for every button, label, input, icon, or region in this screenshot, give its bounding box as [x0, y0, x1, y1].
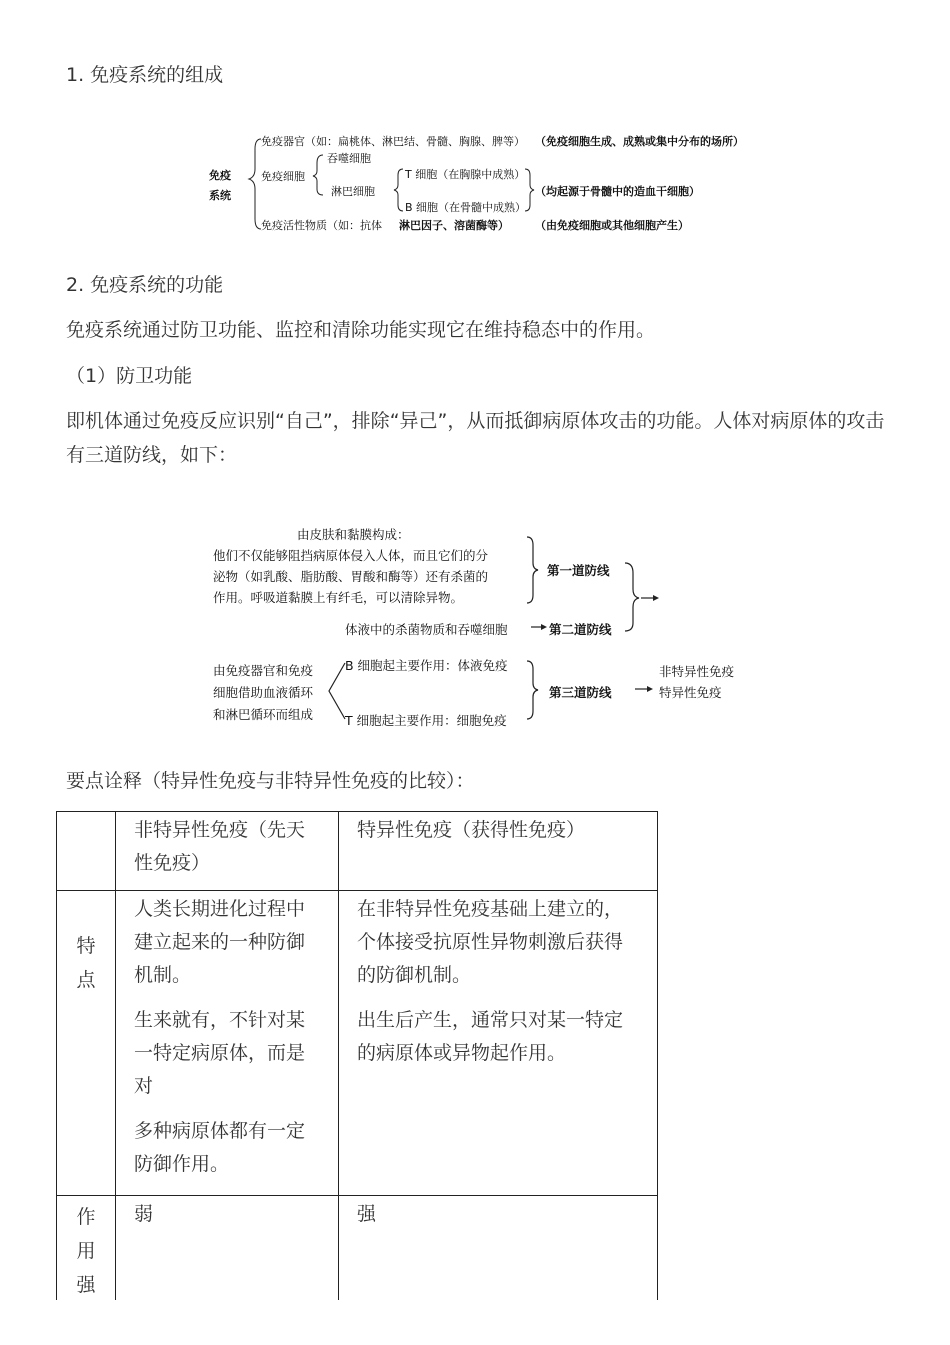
features-specific [339, 891, 658, 1196]
features-nonspecific-p2: 生来就有，不针对某一特定病原体，而是对 [134, 1009, 306, 1097]
third-line-desc-2: 细胞借助血液循环 [213, 685, 314, 700]
phagocyte: 吞噬细胞 [327, 152, 371, 165]
third-line-desc-1: 由免疫器官和免疫 [213, 663, 314, 678]
nonspecific-immunity-label: 非特异性免疫 [659, 664, 735, 679]
key-point-note: 要点诠释（特异性免疫与非特异性免疫的比较）： [66, 770, 475, 792]
first-line-heading: 由皮肤和黏膜构成： [297, 527, 410, 542]
first-line-desc-2: 泌物（如乳酸、脂肪酸、胃酸和酶等）还有杀菌的 [213, 569, 489, 584]
t-cell-role: T 细胞起主要作用：细胞免疫 [345, 713, 507, 728]
strength-nonspecific: 弱 [116, 1196, 339, 1321]
table-header-row [57, 812, 658, 891]
row-label-strength-text: 作用强 [76, 1206, 96, 1296]
page-bottom-margin [0, 1300, 950, 1345]
lymphocyte-note: （均起源于骨髓中的造血干细胞） [535, 185, 700, 198]
features-nonspecific-p3: 多种病原体都有一定防御作用。 [134, 1120, 306, 1175]
immune-organ: 免疫器官（如：扁桃体、淋巴结、骨髓、胸腺、脾等） [261, 135, 525, 148]
immune-cell: 免疫细胞 [261, 170, 305, 183]
immunity-comparison-table [56, 811, 658, 1321]
immune-organ-note: （免疫细胞生成、成熟或集中分布的场所） [535, 135, 744, 148]
first-line-label: 第一道防线 [547, 563, 610, 578]
features-specific-p2: 出生后产生，通常只对某一特定的病原体或异物起作用。 [357, 1009, 624, 1064]
t-cell: T 细胞（在胸腺中成熟） [405, 168, 526, 181]
third-line-label: 第三道防线 [549, 685, 612, 700]
subsection-title: （1）防卫功能 [66, 365, 193, 387]
defense-lines-diagram [205, 515, 765, 730]
active-substance-note: （由免疫细胞或其他细胞产生） [535, 219, 689, 232]
intro-text: 免疫系统通过防卫功能、监控和清除功能实现它在维持稳态中的作用。 [66, 319, 656, 341]
empty-header-cell [57, 812, 116, 891]
b-cell-role: B 细胞起主要作用：体液免疫 [345, 658, 508, 673]
b-cell: B 细胞（在骨髓中成熟） [405, 201, 527, 214]
section-2-title: 2. 免疫系统的功能 [66, 274, 224, 296]
first-line-desc-3: 作用。呼吸道黏膜上有纤毛，可以清除异物。 [213, 590, 464, 605]
lymphocyte: 淋巴细胞 [331, 185, 375, 198]
features-specific-p1: 在非特异性免疫基础上建立的，个体接受抗原性异物刺激后获得的防御机制。 [357, 898, 624, 986]
table-row [57, 891, 658, 1196]
defense-paragraph: 即机体通过免疫反应识别“自己”，排除“异己”，从而抵御病原体攻击的功能。人体对病原体的攻击有三道防线，如下： [66, 410, 885, 466]
header-specific: 特异性免疫（获得性免疫） [339, 812, 658, 891]
features-nonspecific-p1: 人类长期进化过程中建立起来的一种防御机制。 [134, 898, 306, 986]
strength-specific: 强 [339, 1196, 658, 1321]
first-line-desc-1: 他们不仅能够阻挡病原体侵入人体，而且它们的分 [213, 548, 489, 563]
specific-immunity-label: 特异性免疫 [659, 685, 722, 700]
root-label-1: 免疫 [209, 169, 231, 182]
active-substance-bold: 淋巴因子、溶菌酶等） [399, 219, 509, 232]
immune-composition-diagram [205, 127, 765, 237]
row-label-features-text: 特点 [76, 935, 96, 991]
features-nonspecific [116, 891, 339, 1196]
header-nonspecific: 非特异性免疫（先天性免疫） [116, 812, 339, 891]
third-line-desc-3: 和淋巴循环而组成 [213, 707, 314, 722]
active-substance: 免疫活性物质（如：抗体 [261, 219, 382, 232]
body-fluid-text: 体液中的杀菌物质和吞噬细胞 [345, 622, 508, 637]
root-label-2: 系统 [209, 189, 231, 202]
row-label-features [57, 891, 116, 1196]
section-1-title: 1. 免疫系统的组成 [66, 64, 224, 86]
second-line-label: 第二道防线 [549, 622, 612, 637]
